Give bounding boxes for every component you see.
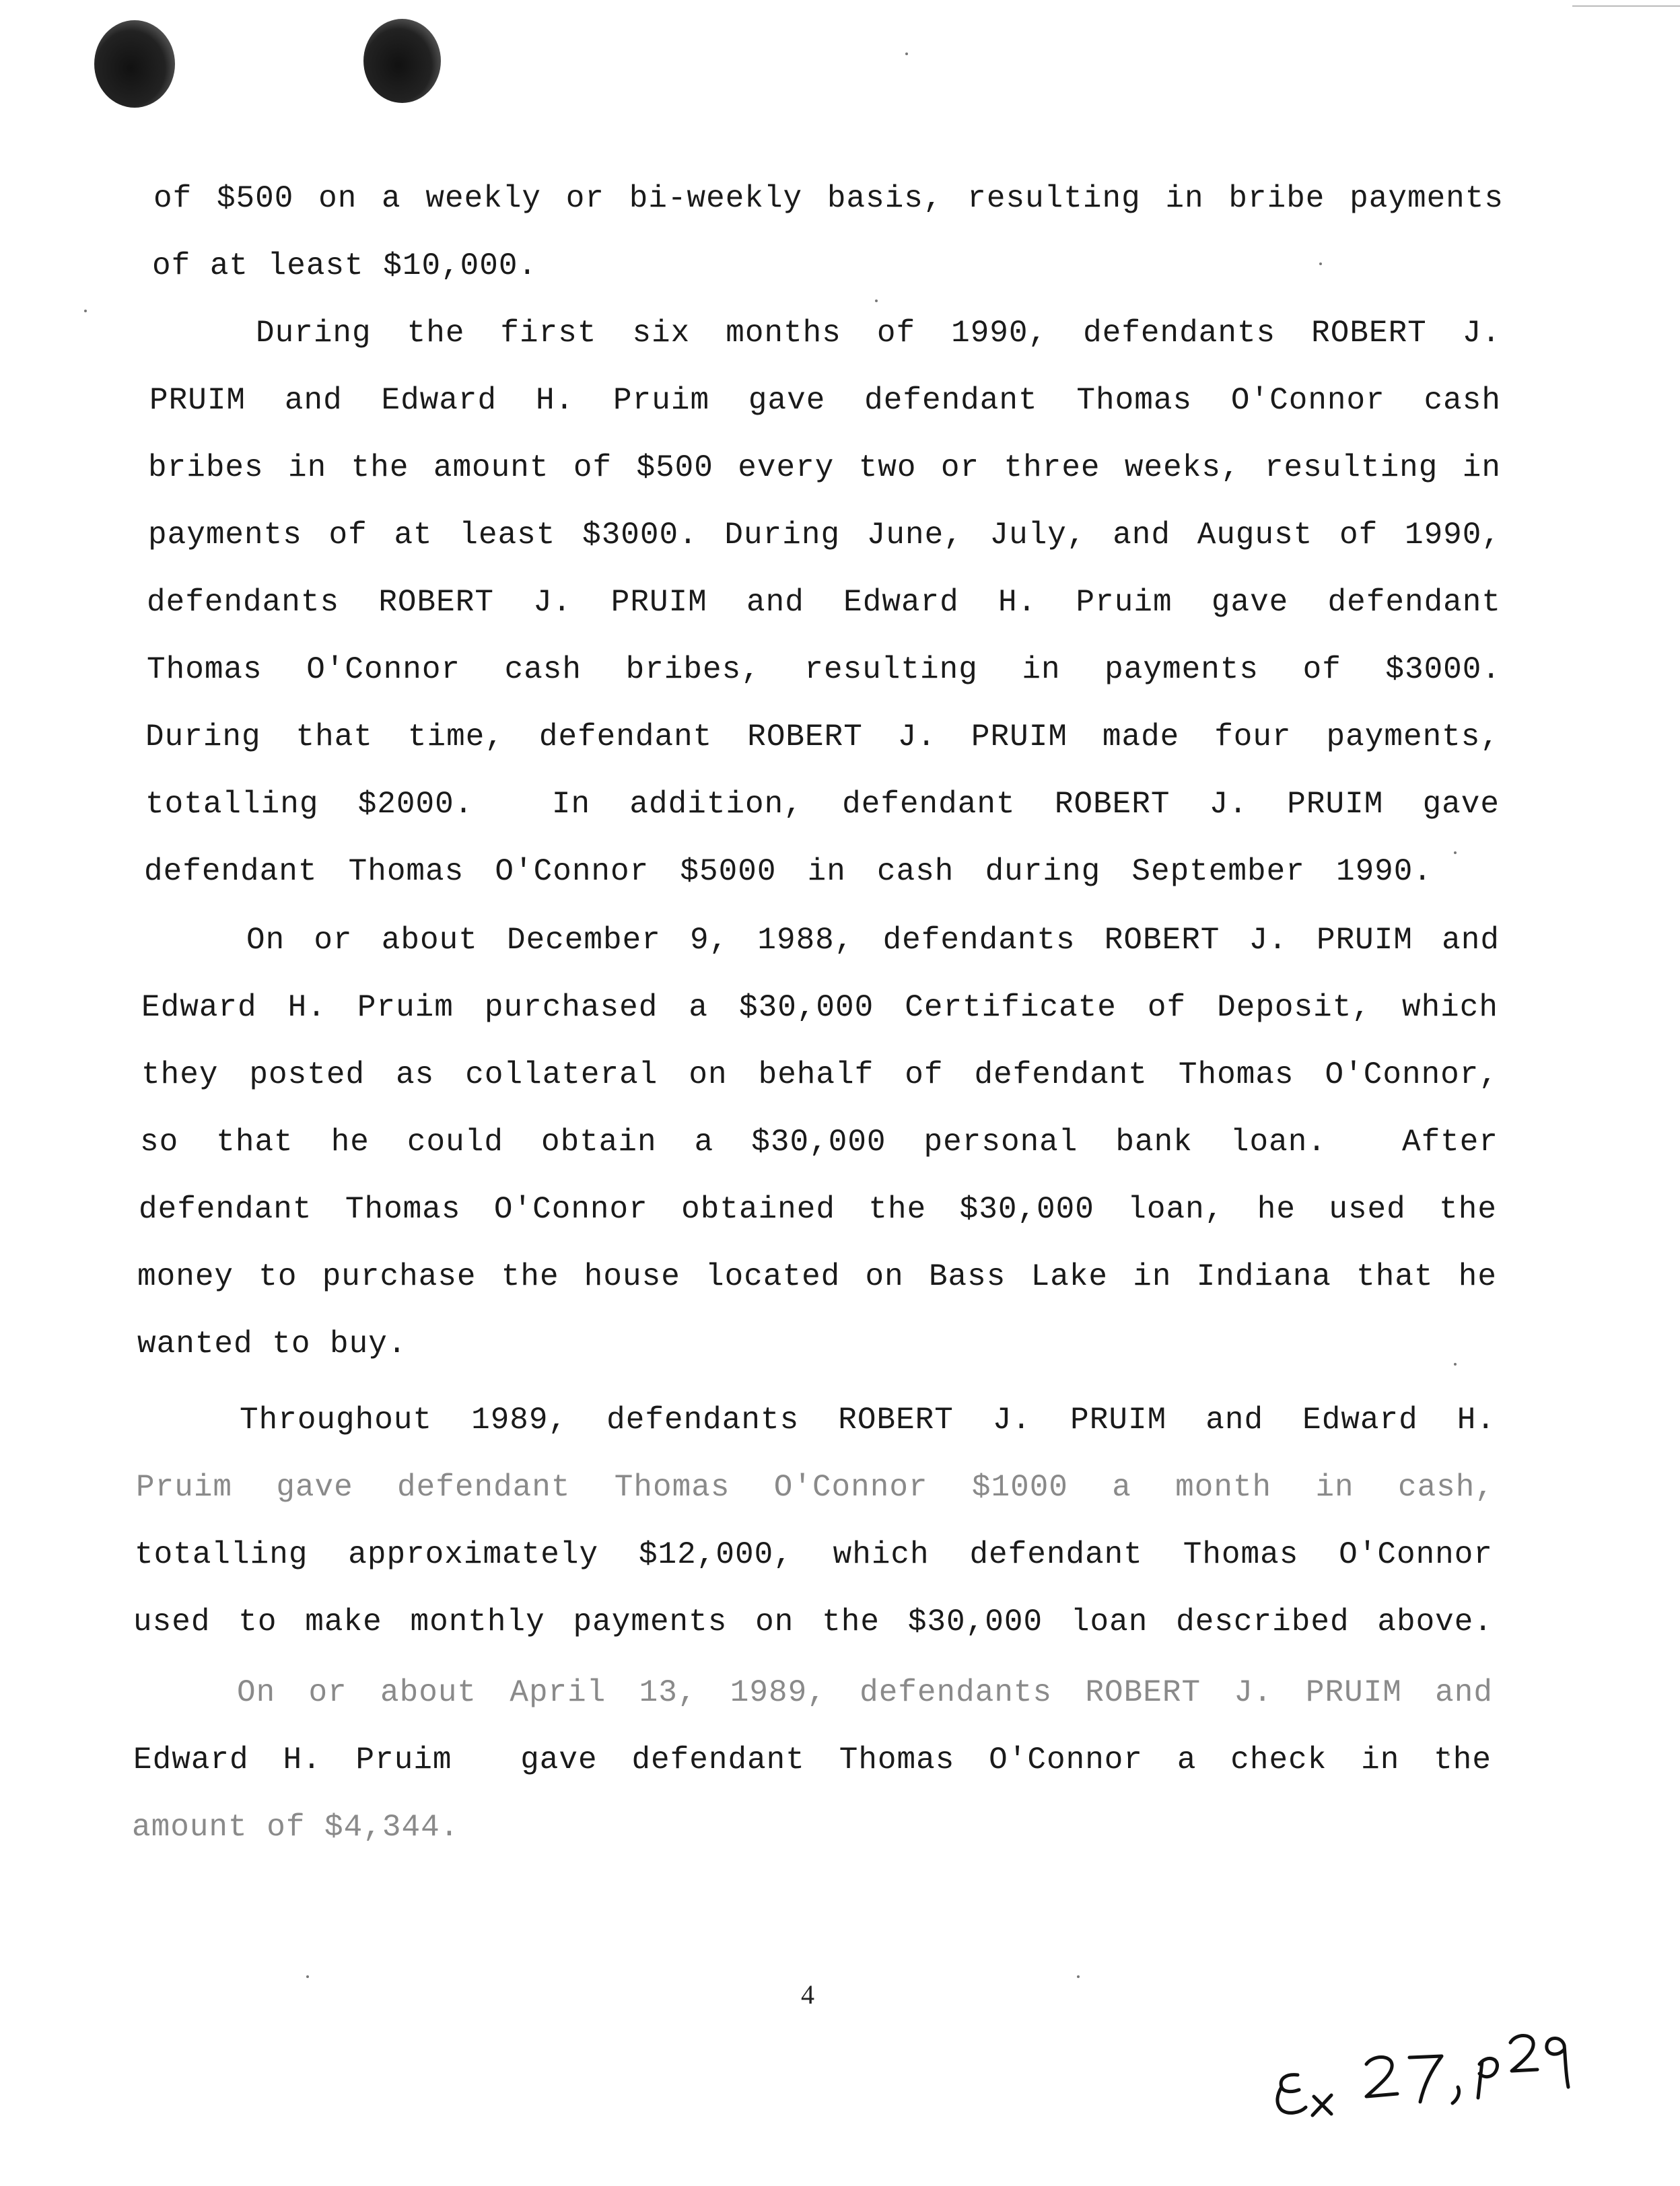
text-line: Thomas O'Connor cash bribes, resulting in payments of $3000.	[147, 652, 1501, 687]
handwriting-stroke-7	[1409, 2056, 1442, 2102]
scan-speck	[1319, 262, 1322, 265]
text-line: defendants ROBERT J. PRUIM and Edward H. Pruim gave defendant	[147, 585, 1501, 620]
text-line: amount of $4,344.	[132, 1810, 460, 1845]
text-line: On or about December 9, 1988, defendants ROBERT J. PRUIM and	[246, 923, 1500, 958]
text-line: wanted to buy.	[137, 1327, 407, 1362]
handwriting-stroke-x	[1312, 2095, 1331, 2115]
text-line: Edward H. Pruim purchased a $30,000 Certificate of Deposit, which	[141, 990, 1498, 1025]
text-line: bribes in the amount of $500 every two or three weeks, resulting in	[148, 450, 1501, 485]
text-line: of $500 on a weekly or bi-weekly basis, resulting in bribe payments	[153, 181, 1504, 216]
text-line: of at least $10,000.	[152, 248, 538, 283]
scan-speck	[1454, 1363, 1457, 1366]
binder-punch-hole-right	[363, 19, 441, 103]
scan-speck	[306, 1975, 309, 1978]
scan-edge-mark	[1572, 5, 1680, 7]
handwriting-stroke-2b	[1510, 2036, 1537, 2072]
text-line: so that he could obtain a $30,000 personal bank loan. After	[140, 1125, 1498, 1160]
page-number: 4	[801, 1979, 814, 2010]
text-line: money to purchase the house located on Bass Lake in Indiana that he	[137, 1259, 1497, 1294]
text-line: totalling approximately $12,000, which defendant Thomas O'Connor	[135, 1537, 1493, 1572]
text-line: Edward H. Pruim gave defendant Thomas O'Connor a check in the	[133, 1742, 1492, 1777]
scan-speck	[1454, 851, 1457, 854]
text-line: they posted as collateral on behalf of defendant Thomas O'Connor,	[141, 1057, 1498, 1092]
text-line: PRUIM and Edward H. Pruim gave defendant Thomas O'Connor cash	[149, 383, 1501, 418]
text-line: used to make monthly payments on the $30,000 loan described above.	[133, 1605, 1493, 1640]
text-line: defendant Thomas O'Connor $5000 in cash during September 1990.	[144, 854, 1432, 889]
scan-speck	[905, 52, 908, 55]
handwriting-stroke-e	[1278, 2075, 1306, 2113]
text-line: defendant Thomas O'Connor obtained the $30,000 loan, he used the	[139, 1192, 1497, 1227]
text-line: payments of at least $3000. During June, July, and August of 1990,	[148, 518, 1501, 553]
binder-punch-hole-left	[94, 20, 175, 108]
handwriting-stroke-2	[1366, 2057, 1397, 2097]
text-line: During the first six months of 1990, defendants ROBERT J.	[256, 316, 1501, 351]
text-line: totalling $2000. In addition, defendant ROBERT J. PRUIM gave	[145, 787, 1500, 822]
scan-speck	[875, 299, 878, 302]
handwritten-exhibit-annotation	[1265, 2022, 1582, 2123]
scan-speck	[84, 310, 87, 312]
text-line: Throughout 1989, defendants ROBERT J. PRUIM and Edward H.	[240, 1403, 1496, 1438]
text-line: Pruim gave defendant Thomas O'Connor $1000 a month in cash,	[136, 1470, 1494, 1505]
text-line: During that time, defendant ROBERT J. PRUIM made four payments,	[145, 719, 1500, 754]
handwriting-stroke-9	[1547, 2039, 1568, 2088]
text-line: On or about April 13, 1989, defendants ROBERT J. PRUIM and	[237, 1675, 1493, 1710]
handwriting-stroke-comma	[1452, 2087, 1459, 2103]
scan-speck	[1077, 1975, 1080, 1978]
handwriting-stroke-p	[1478, 2058, 1498, 2098]
